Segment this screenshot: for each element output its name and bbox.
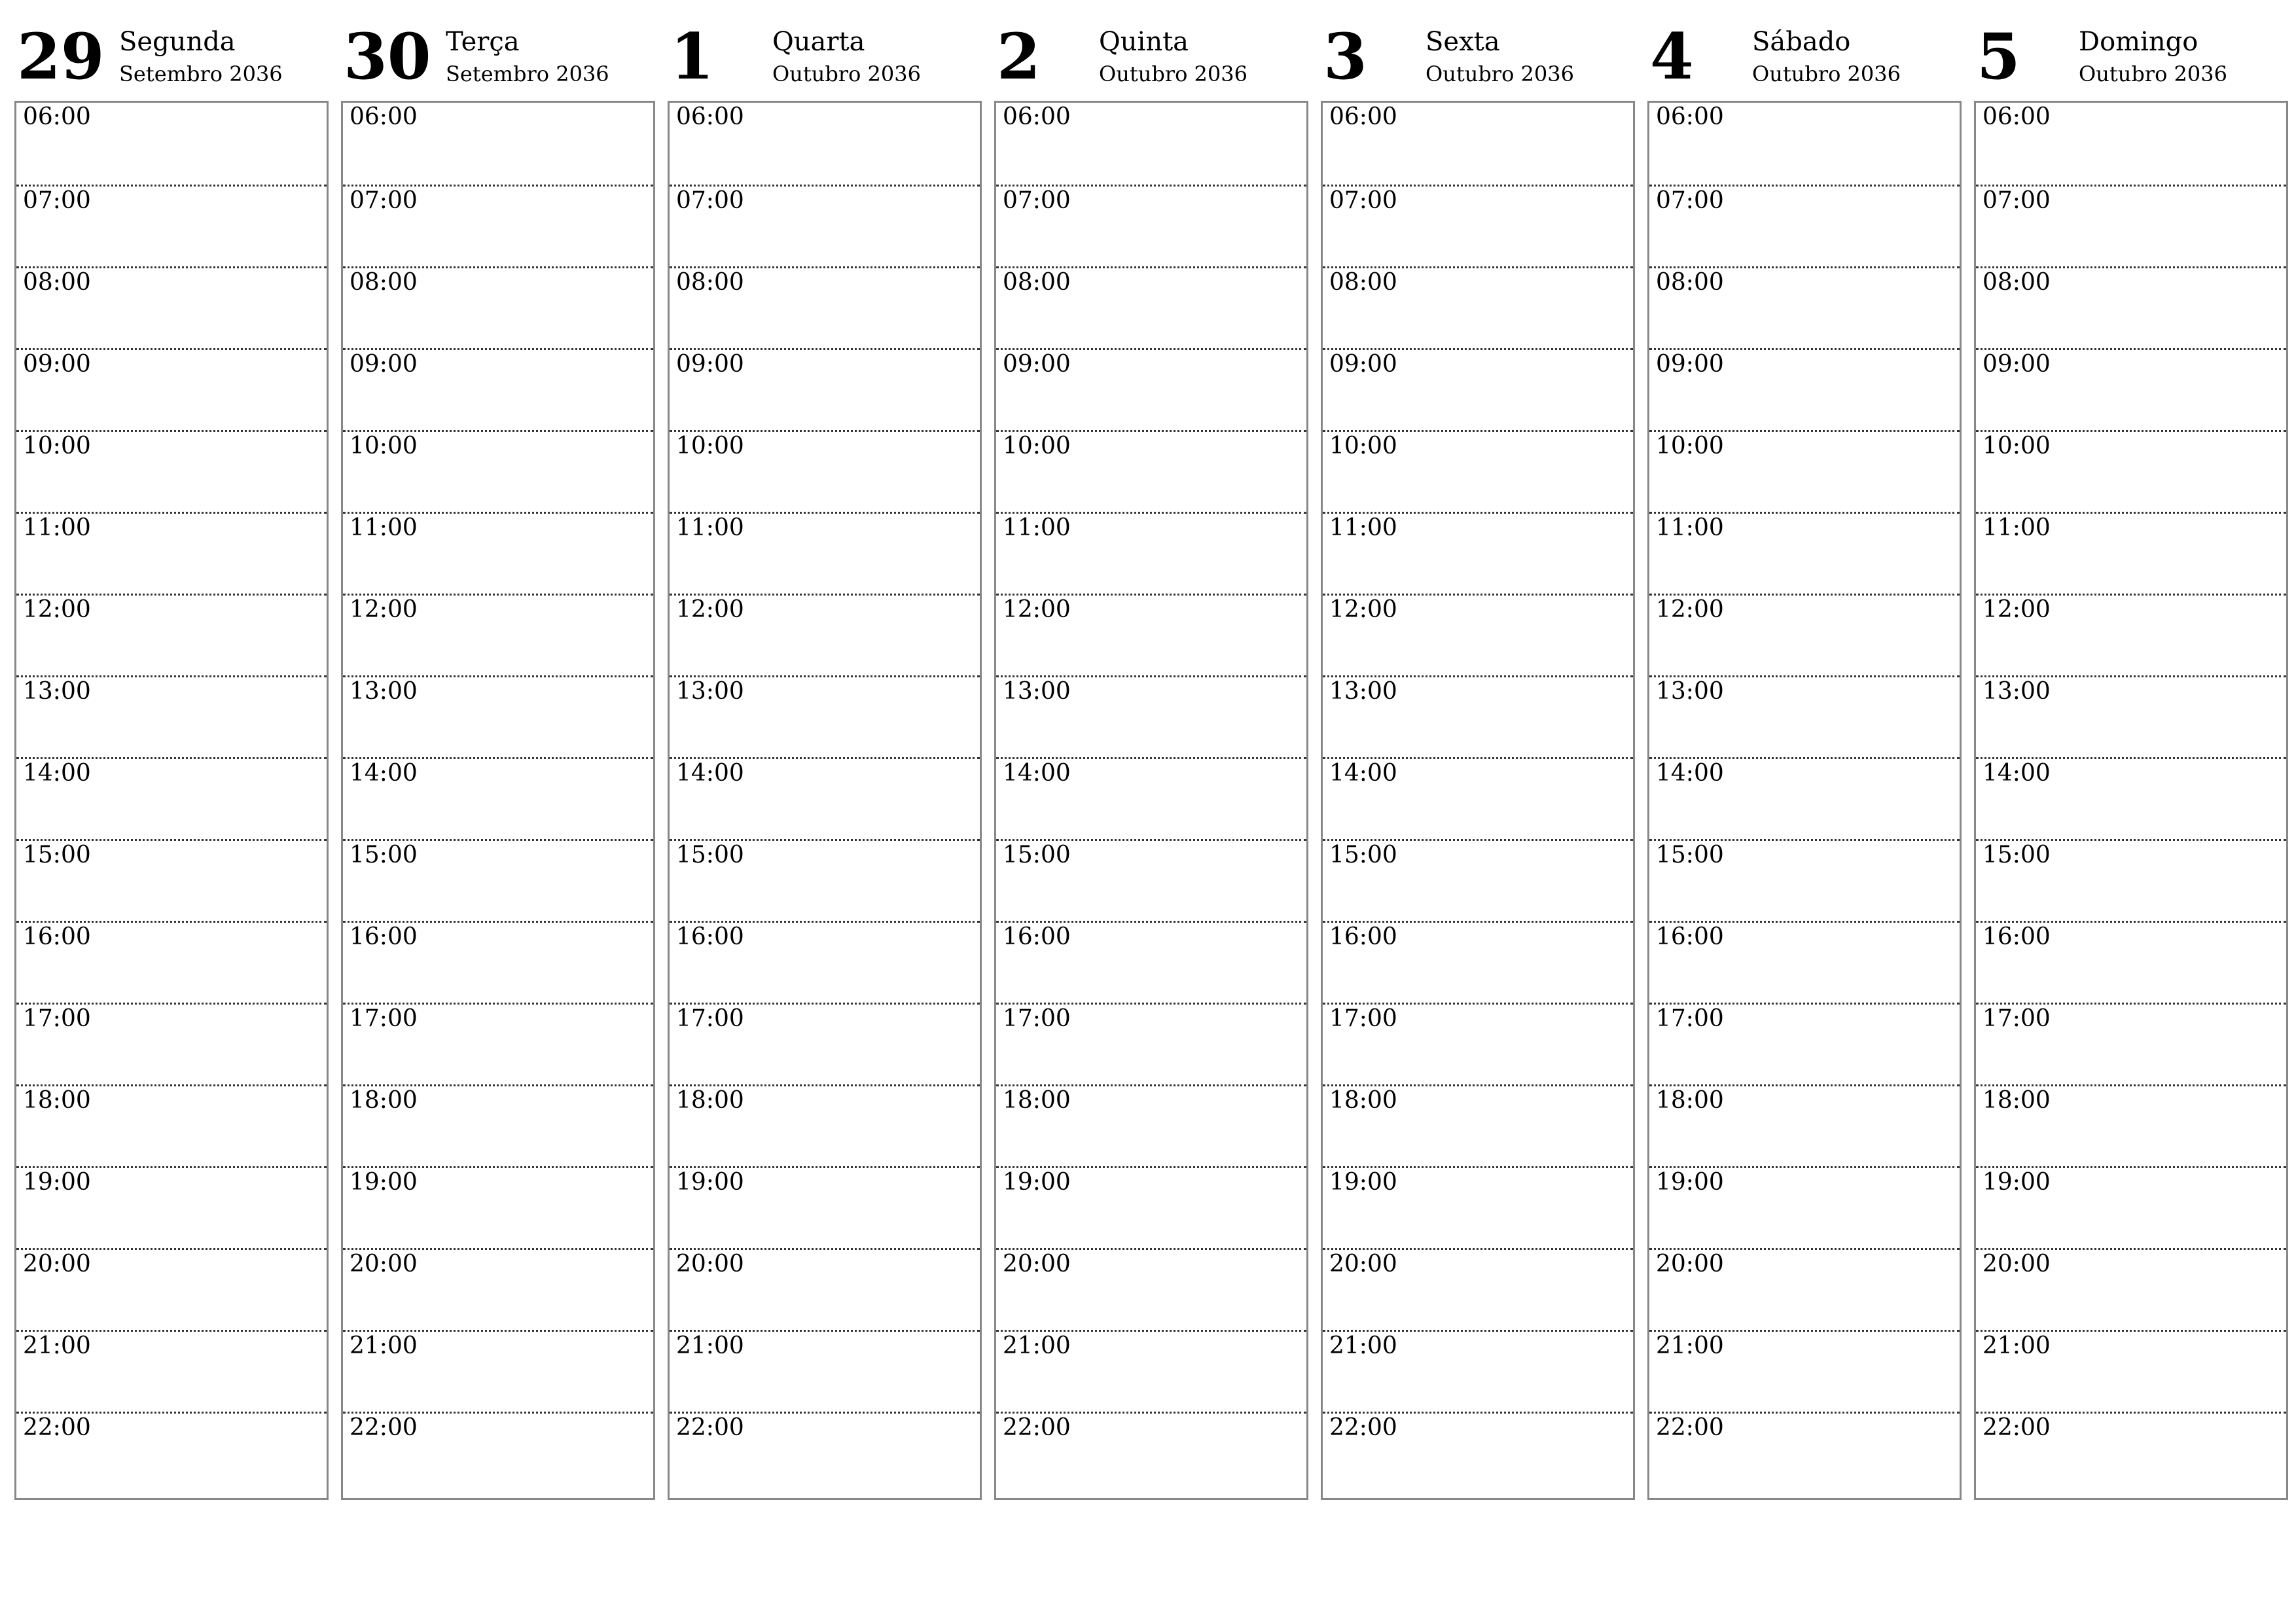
day-column	[341, 20, 654, 1500]
hour-label: 09:00	[1982, 351, 2051, 378]
time-slot[interactable]	[1649, 839, 1960, 921]
weekday-name: Quarta	[772, 27, 865, 57]
hour-label: 20:00	[1982, 1251, 2051, 1277]
time-slot[interactable]	[1649, 1084, 1960, 1166]
hour-label: 13:00	[1982, 678, 2051, 705]
time-slot[interactable]	[1976, 1166, 2286, 1248]
time-slot[interactable]	[1976, 1084, 2286, 1166]
hour-label: 06:00	[1656, 103, 1724, 130]
hour-label: 10:00	[1003, 433, 1071, 459]
time-slot[interactable]	[343, 1003, 653, 1084]
hour-label: 21:00	[676, 1332, 744, 1359]
time-slot[interactable]	[670, 512, 980, 594]
time-slot[interactable]	[1976, 1003, 2286, 1084]
month-year: Outubro 2036	[1752, 62, 1901, 86]
day-header	[1974, 20, 2287, 101]
time-slot[interactable]	[1323, 512, 1633, 594]
time-slot[interactable]	[1323, 348, 1633, 430]
hour-label: 09:00	[1003, 351, 1071, 378]
time-slot[interactable]	[1323, 1166, 1633, 1248]
hour-label: 11:00	[1003, 514, 1071, 541]
time-slot[interactable]	[1976, 512, 2286, 594]
time-slot[interactable]	[670, 1084, 980, 1166]
time-slot[interactable]	[16, 348, 327, 430]
time-slot[interactable]	[343, 1330, 653, 1412]
time-slot[interactable]	[16, 1330, 327, 1412]
hour-label: 07:00	[1003, 187, 1071, 214]
time-slot[interactable]	[16, 1248, 327, 1330]
day-header	[14, 20, 327, 101]
hour-label: 11:00	[676, 514, 744, 541]
time-slot[interactable]	[1976, 921, 2286, 1003]
time-slot[interactable]	[670, 266, 980, 348]
time-slot[interactable]	[670, 1003, 980, 1084]
hour-label: 08:00	[1982, 269, 2051, 296]
time-slot[interactable]	[343, 348, 653, 430]
weekday-name: Segunda	[119, 27, 236, 57]
hour-label: 12:00	[1982, 596, 2051, 623]
hour-label: 07:00	[1982, 187, 2051, 214]
hour-label: 22:00	[1003, 1414, 1071, 1441]
time-slot[interactable]	[343, 757, 653, 839]
time-slot[interactable]	[996, 348, 1306, 430]
time-slot[interactable]	[1976, 757, 2286, 839]
hour-label: 07:00	[23, 187, 91, 214]
hour-label: 17:00	[1003, 1005, 1071, 1032]
time-slot[interactable]	[1976, 430, 2286, 512]
day-column	[1321, 20, 1634, 1500]
time-slot[interactable]	[670, 1166, 980, 1248]
hour-label: 15:00	[1982, 842, 2051, 868]
hour-label: 19:00	[1003, 1169, 1071, 1196]
hour-label: 14:00	[1656, 760, 1724, 787]
time-slot[interactable]	[16, 675, 327, 757]
time-slot[interactable]	[16, 1003, 327, 1084]
hour-label: 12:00	[23, 596, 91, 623]
day-header	[1647, 20, 1960, 101]
time-slot[interactable]	[670, 1330, 980, 1412]
hour-label: 09:00	[350, 351, 418, 378]
hour-label: 19:00	[676, 1169, 744, 1196]
time-slot[interactable]	[996, 1412, 1306, 1493]
time-slot[interactable]	[1649, 1248, 1960, 1330]
hour-label: 16:00	[1329, 923, 1397, 950]
time-slot[interactable]	[670, 1248, 980, 1330]
day-number: 4	[1650, 20, 1694, 94]
time-slot[interactable]	[996, 1166, 1306, 1248]
time-slot[interactable]	[996, 185, 1306, 266]
time-slot[interactable]	[996, 757, 1306, 839]
time-slot[interactable]	[1976, 1330, 2286, 1412]
hour-label: 19:00	[1982, 1169, 2051, 1196]
hour-label: 17:00	[23, 1005, 91, 1032]
day-number: 1	[670, 20, 714, 94]
time-slot[interactable]	[996, 1084, 1306, 1166]
time-slot[interactable]	[16, 512, 327, 594]
hour-label: 13:00	[1329, 678, 1397, 705]
time-slot[interactable]	[343, 185, 653, 266]
time-slot[interactable]	[1323, 266, 1633, 348]
time-slot[interactable]	[343, 430, 653, 512]
hour-label: 22:00	[23, 1414, 91, 1441]
time-slot[interactable]	[343, 1166, 653, 1248]
hour-label: 15:00	[23, 842, 91, 868]
hour-label: 13:00	[1003, 678, 1071, 705]
time-slot[interactable]	[343, 266, 653, 348]
time-slot[interactable]	[1649, 675, 1960, 757]
hour-label: 21:00	[1656, 1332, 1724, 1359]
time-slot[interactable]	[16, 757, 327, 839]
month-year: Outubro 2036	[2079, 62, 2227, 86]
day-number: 29	[17, 20, 105, 94]
time-slot[interactable]	[996, 103, 1306, 185]
time-slot[interactable]	[670, 594, 980, 675]
hour-label: 11:00	[1329, 514, 1397, 541]
hour-label: 06:00	[1329, 103, 1397, 130]
hour-label: 06:00	[23, 103, 91, 130]
time-slot[interactable]	[1976, 839, 2286, 921]
time-slot[interactable]	[996, 1330, 1306, 1412]
hour-label: 14:00	[1003, 760, 1071, 787]
hour-label: 19:00	[1656, 1169, 1724, 1196]
hour-label: 20:00	[350, 1251, 418, 1277]
hour-label: 16:00	[23, 923, 91, 950]
time-slot[interactable]	[343, 103, 653, 185]
weekday-name: Domingo	[2079, 27, 2198, 57]
time-slot[interactable]	[1323, 1412, 1633, 1493]
time-slot[interactable]	[670, 757, 980, 839]
day-number: 30	[344, 20, 431, 94]
hour-label: 17:00	[1982, 1005, 2051, 1032]
time-slot[interactable]	[1323, 839, 1633, 921]
time-slot[interactable]	[1323, 1330, 1633, 1412]
month-year: Setembro 2036	[446, 62, 609, 86]
day-number: 5	[1977, 20, 2020, 94]
time-slot[interactable]	[343, 675, 653, 757]
weekday-name: Sábado	[1752, 27, 1851, 57]
time-slot[interactable]	[1976, 594, 2286, 675]
hour-grid	[994, 101, 1308, 1500]
time-slot[interactable]	[1649, 512, 1960, 594]
hour-label: 15:00	[676, 842, 744, 868]
time-slot[interactable]	[343, 921, 653, 1003]
time-slot[interactable]	[343, 1084, 653, 1166]
hour-grid	[341, 101, 655, 1500]
time-slot[interactable]	[1649, 103, 1960, 185]
time-slot[interactable]	[16, 430, 327, 512]
time-slot[interactable]	[670, 839, 980, 921]
hour-grid	[14, 101, 329, 1500]
time-slot[interactable]	[670, 921, 980, 1003]
hour-label: 12:00	[1329, 596, 1397, 623]
hour-label: 06:00	[350, 103, 418, 130]
time-slot[interactable]	[1976, 1412, 2286, 1493]
time-slot[interactable]	[1976, 185, 2286, 266]
time-slot[interactable]	[16, 1084, 327, 1166]
time-slot[interactable]	[996, 266, 1306, 348]
time-slot[interactable]	[996, 921, 1306, 1003]
time-slot[interactable]	[1649, 757, 1960, 839]
weekly-planner	[14, 20, 2287, 1500]
time-slot[interactable]	[670, 430, 980, 512]
time-slot[interactable]	[996, 675, 1306, 757]
hour-label: 11:00	[350, 514, 418, 541]
hour-label: 15:00	[1329, 842, 1397, 868]
hour-label: 22:00	[1329, 1414, 1397, 1441]
time-slot[interactable]	[1323, 1003, 1633, 1084]
hour-label: 17:00	[676, 1005, 744, 1032]
hour-label: 10:00	[23, 433, 91, 459]
time-slot[interactable]	[16, 921, 327, 1003]
day-header	[341, 20, 654, 101]
hour-label: 08:00	[1003, 269, 1071, 296]
hour-label: 22:00	[676, 1414, 744, 1441]
hour-label: 17:00	[350, 1005, 418, 1032]
day-header	[668, 20, 980, 101]
hour-label: 22:00	[1656, 1414, 1724, 1441]
time-slot[interactable]	[343, 1248, 653, 1330]
hour-label: 21:00	[1982, 1332, 2051, 1359]
hour-label: 18:00	[350, 1087, 418, 1114]
hour-label: 06:00	[676, 103, 744, 130]
month-year: Outubro 2036	[1099, 62, 1247, 86]
month-year: Setembro 2036	[119, 62, 283, 86]
time-slot[interactable]	[670, 348, 980, 430]
weekday-name: Terça	[446, 27, 520, 57]
time-slot[interactable]	[996, 1003, 1306, 1084]
hour-label: 20:00	[1329, 1251, 1397, 1277]
time-slot[interactable]	[1323, 757, 1633, 839]
hour-label: 14:00	[676, 760, 744, 787]
time-slot[interactable]	[1649, 1166, 1960, 1248]
hour-label: 12:00	[1003, 596, 1071, 623]
day-column	[1647, 20, 1960, 1500]
hour-label: 16:00	[676, 923, 744, 950]
hour-label: 15:00	[350, 842, 418, 868]
hour-label: 11:00	[1656, 514, 1724, 541]
time-slot[interactable]	[1649, 348, 1960, 430]
time-slot[interactable]	[996, 839, 1306, 921]
hour-label: 13:00	[23, 678, 91, 705]
weekday-name: Sexta	[1426, 27, 1500, 57]
hour-label: 13:00	[1656, 678, 1724, 705]
time-slot[interactable]	[1976, 1248, 2286, 1330]
hour-label: 17:00	[1656, 1005, 1724, 1032]
time-slot[interactable]	[1323, 1248, 1633, 1330]
hour-label: 18:00	[1329, 1087, 1397, 1114]
hour-label: 12:00	[676, 596, 744, 623]
hour-label: 12:00	[350, 596, 418, 623]
day-number: 2	[997, 20, 1041, 94]
hour-label: 16:00	[1982, 923, 2051, 950]
time-slot[interactable]	[1323, 675, 1633, 757]
hour-label: 10:00	[1656, 433, 1724, 459]
hour-grid	[1974, 101, 2288, 1500]
hour-label: 12:00	[1656, 596, 1724, 623]
hour-label: 19:00	[23, 1169, 91, 1196]
hour-label: 09:00	[1329, 351, 1397, 378]
time-slot[interactable]	[1976, 266, 2286, 348]
hour-label: 10:00	[350, 433, 418, 459]
time-slot[interactable]	[343, 839, 653, 921]
hour-label: 13:00	[350, 678, 418, 705]
time-slot[interactable]	[996, 594, 1306, 675]
hour-grid	[1321, 101, 1635, 1500]
hour-label: 16:00	[350, 923, 418, 950]
hour-label: 21:00	[1003, 1332, 1071, 1359]
hour-label: 07:00	[350, 187, 418, 214]
hour-label: 11:00	[23, 514, 91, 541]
time-slot[interactable]	[16, 1412, 327, 1493]
time-slot[interactable]	[1323, 430, 1633, 512]
time-slot[interactable]	[16, 594, 327, 675]
time-slot[interactable]	[16, 1166, 327, 1248]
hour-label: 16:00	[1003, 923, 1071, 950]
time-slot[interactable]	[1649, 266, 1960, 348]
hour-label: 09:00	[676, 351, 744, 378]
time-slot[interactable]	[1649, 594, 1960, 675]
time-slot[interactable]	[670, 1412, 980, 1493]
hour-label: 15:00	[1003, 842, 1071, 868]
time-slot[interactable]	[1976, 103, 2286, 185]
hour-label: 21:00	[350, 1332, 418, 1359]
hour-label: 20:00	[23, 1251, 91, 1277]
hour-label: 18:00	[676, 1087, 744, 1114]
hour-label: 10:00	[676, 433, 744, 459]
hour-label: 08:00	[1329, 269, 1397, 296]
time-slot[interactable]	[1323, 921, 1633, 1003]
hour-label: 09:00	[1656, 351, 1724, 378]
time-slot[interactable]	[670, 675, 980, 757]
hour-label: 18:00	[23, 1087, 91, 1114]
time-slot[interactable]	[343, 594, 653, 675]
hour-label: 22:00	[350, 1414, 418, 1441]
month-year: Outubro 2036	[772, 62, 921, 86]
hour-label: 07:00	[1329, 187, 1397, 214]
time-slot[interactable]	[343, 512, 653, 594]
hour-label: 14:00	[23, 760, 91, 787]
hour-label: 14:00	[1982, 760, 2051, 787]
hour-label: 16:00	[1656, 923, 1724, 950]
time-slot[interactable]	[343, 1412, 653, 1493]
day-column	[1974, 20, 2287, 1500]
day-header	[994, 20, 1307, 101]
day-header	[1321, 20, 1634, 101]
hour-label: 21:00	[1329, 1332, 1397, 1359]
time-slot[interactable]	[1323, 1084, 1633, 1166]
hour-label: 07:00	[1656, 187, 1724, 214]
hour-label: 08:00	[350, 269, 418, 296]
hour-grid	[668, 101, 982, 1500]
hour-label: 18:00	[1003, 1087, 1071, 1114]
time-slot[interactable]	[996, 1248, 1306, 1330]
time-slot[interactable]	[670, 103, 980, 185]
hour-label: 21:00	[23, 1332, 91, 1359]
time-slot[interactable]	[1649, 1412, 1960, 1493]
hour-label: 08:00	[1656, 269, 1724, 296]
time-slot[interactable]	[16, 103, 327, 185]
hour-label: 10:00	[1982, 433, 2051, 459]
time-slot[interactable]	[670, 185, 980, 266]
time-slot[interactable]	[16, 839, 327, 921]
hour-label: 07:00	[676, 187, 744, 214]
hour-label: 20:00	[676, 1251, 744, 1277]
hour-label: 14:00	[350, 760, 418, 787]
time-slot[interactable]	[1649, 185, 1960, 266]
hour-label: 08:00	[23, 269, 91, 296]
time-slot[interactable]	[16, 266, 327, 348]
month-year: Outubro 2036	[1426, 62, 1574, 86]
time-slot[interactable]	[1323, 185, 1633, 266]
hour-label: 06:00	[1003, 103, 1071, 130]
hour-grid	[1647, 101, 1962, 1500]
hour-label: 18:00	[1982, 1087, 2051, 1114]
time-slot[interactable]	[16, 185, 327, 266]
day-column	[14, 20, 327, 1500]
hour-label: 22:00	[1982, 1414, 2051, 1441]
time-slot[interactable]	[1649, 1330, 1960, 1412]
time-slot[interactable]	[1649, 430, 1960, 512]
hour-label: 19:00	[1329, 1169, 1397, 1196]
time-slot[interactable]	[996, 430, 1306, 512]
hour-label: 20:00	[1003, 1251, 1071, 1277]
time-slot[interactable]	[1976, 348, 2286, 430]
hour-label: 20:00	[1656, 1251, 1724, 1277]
hour-label: 09:00	[23, 351, 91, 378]
hour-label: 08:00	[676, 269, 744, 296]
time-slot[interactable]	[1649, 921, 1960, 1003]
hour-label: 11:00	[1982, 514, 2051, 541]
time-slot[interactable]	[1976, 675, 2286, 757]
time-slot[interactable]	[1323, 594, 1633, 675]
day-number: 3	[1323, 20, 1367, 94]
hour-label: 19:00	[350, 1169, 418, 1196]
hour-label: 10:00	[1329, 433, 1397, 459]
time-slot[interactable]	[1323, 103, 1633, 185]
hour-label: 18:00	[1656, 1087, 1724, 1114]
time-slot[interactable]	[996, 512, 1306, 594]
hour-label: 06:00	[1982, 103, 2051, 130]
hour-label: 17:00	[1329, 1005, 1397, 1032]
hour-label: 14:00	[1329, 760, 1397, 787]
weekday-name: Quinta	[1099, 27, 1189, 57]
day-column	[668, 20, 980, 1500]
hour-label: 15:00	[1656, 842, 1724, 868]
hour-label: 13:00	[676, 678, 744, 705]
time-slot[interactable]	[1649, 1003, 1960, 1084]
day-column	[994, 20, 1307, 1500]
